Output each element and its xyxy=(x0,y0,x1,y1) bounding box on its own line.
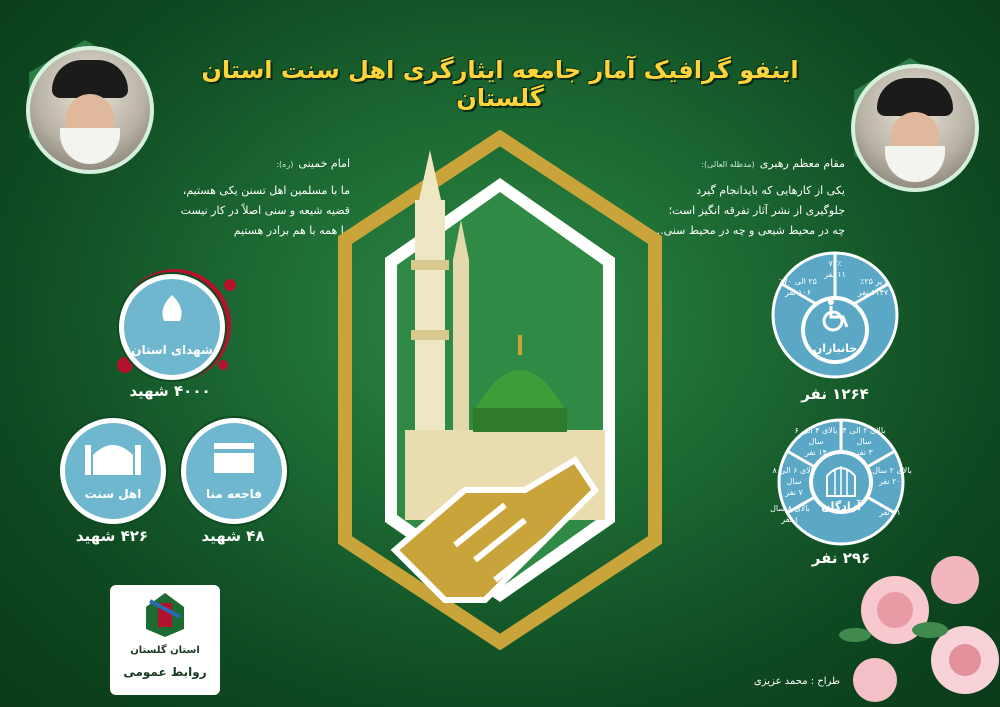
azadegan-segment: بالای ۸ سال ۱ نفر xyxy=(770,504,810,524)
organization-logo xyxy=(110,585,220,695)
left-quote-tag: (ره): xyxy=(276,160,294,169)
left-quote xyxy=(150,152,350,241)
azadegan-segment: ۷۱ نفر xyxy=(879,508,901,517)
right-quote-speaker: مقام معظم رهبری xyxy=(759,157,845,170)
kaaba-icon xyxy=(212,439,256,475)
tulip-icon xyxy=(154,293,190,329)
azadegan-segment: بالای ۲ سال ۲۰۰ نفر xyxy=(872,466,912,486)
wheelchair-icon xyxy=(817,297,853,333)
central-emblem xyxy=(335,130,665,650)
birdcage-icon xyxy=(823,460,859,500)
ahl-sunnat-badge xyxy=(60,418,166,524)
right-quote-line: یکی از کارهایی که بایدانجام گیرد xyxy=(696,184,845,197)
martyrs-province-badge xyxy=(119,274,225,380)
mina-badge xyxy=(181,418,287,524)
logo-pr: روابط عمومی xyxy=(123,665,207,679)
mina-count: ۴۸ شهید xyxy=(201,527,265,545)
left-quote-heading xyxy=(150,152,350,171)
page-title: اینفو گرافیک آمار جامعه ایثارگری اهل سنت استان گلستان xyxy=(201,56,799,112)
left-quote-speaker: امام خمینی xyxy=(298,157,350,170)
right-quote-heading xyxy=(640,152,845,171)
janbazan-label: جانبازان xyxy=(812,342,858,355)
azadegan-segment: بالای ۶ الی ۸ سال ۷ نفر xyxy=(772,466,816,497)
flowers-decoration xyxy=(835,540,1000,707)
azadegan-label: آزادگان xyxy=(821,500,861,513)
right-quote xyxy=(640,152,845,241)
left-quote-line: ما همه با هم برادر هستیم xyxy=(233,224,350,237)
leader-portrait xyxy=(851,64,979,192)
designer-credit: طراح : محمد عزیزی xyxy=(753,676,840,687)
imam-khomeini-portrait xyxy=(26,46,154,174)
logo-province: استان گلستان xyxy=(130,645,200,656)
martyrs-province-label: شهدای استان xyxy=(131,343,213,357)
janbazan-segment: زیر ۲۵٪ ۱۱۴۷ نفر xyxy=(857,277,889,297)
ahl-sunnat-label: اهل سنت xyxy=(84,487,142,501)
azadegan-segment: بالای ۴ الی ۶ سال ۱۴ نفر xyxy=(794,426,838,457)
right-quote-tag: (مدظله العالی): xyxy=(701,160,755,169)
mosque-dome-icon xyxy=(83,435,143,475)
left-quote-line: قضیه شیعه و سنی اصلاً در کار نیست xyxy=(180,204,350,217)
martyrs-province-count: ۴۰۰۰ شهید xyxy=(129,382,211,400)
ahl-sunnat-count: ۴۲۶ شهید xyxy=(75,527,149,545)
janbazan-segment: ۲۵ الی ۷۰٪ ۱۰۶ نفر xyxy=(779,277,817,297)
right-quote-line: چه در محیط شیعی و چه در محیط سنی... xyxy=(653,224,845,237)
emblem-icon xyxy=(140,589,190,639)
janbazan-count: ۱۲۶۴ نفر xyxy=(801,385,869,403)
janbazan-segment: ۷۰٪ ۱۱ نفر xyxy=(824,259,846,279)
azadegan-segment: بالای ۲ الی ۴ سال ۳ نفر xyxy=(842,426,886,457)
left-quote-line: ما با مسلمین اهل تسنن یکی هستیم، xyxy=(182,184,350,197)
azadegan-count: ۲۹۶ نفر xyxy=(811,549,871,567)
mina-label: فاجعه منا xyxy=(205,487,263,501)
right-quote-line: جلوگیری از نشر آثار تفرقه انگیز است؛ xyxy=(668,204,845,217)
